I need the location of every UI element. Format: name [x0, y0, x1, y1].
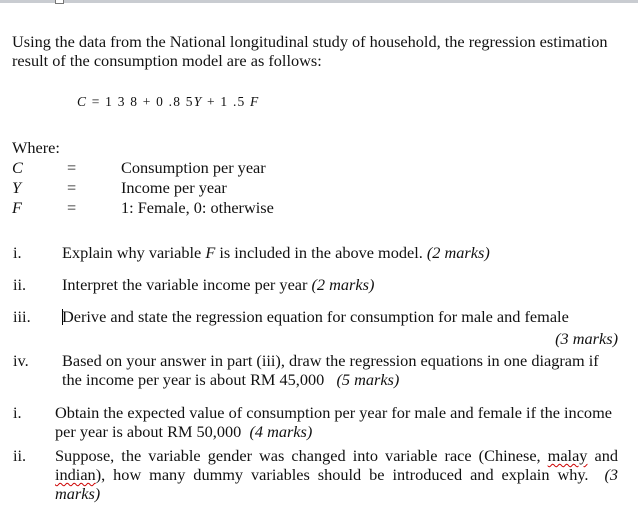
def-equals: =: [67, 158, 77, 177]
eq-plus: + 1 .5: [202, 94, 251, 109]
spellcheck-word: malay: [547, 446, 588, 465]
question-number: i.: [13, 403, 22, 422]
question-number: ii.: [13, 446, 27, 465]
marks: (2 marks): [426, 243, 490, 262]
text: Interpret the variable income per year: [62, 275, 312, 294]
def-equals: =: [67, 178, 77, 197]
spellcheck-word: indian: [55, 465, 96, 484]
def-text: Consumption per year: [121, 158, 266, 177]
def-symbol: Y: [12, 178, 22, 197]
text: Suppose, the variable gender was changed into variable race (Chinese,: [55, 446, 548, 465]
def-equals: =: [67, 198, 77, 217]
def-text: 1: Female, 0: otherwise: [121, 198, 274, 217]
text: and: [587, 446, 619, 465]
eq-f: F: [250, 94, 260, 109]
def-text: Income per year: [121, 178, 227, 197]
marks: (3 marks): [555, 329, 618, 348]
question-text: [62, 307, 618, 326]
intro-paragraph: Using the data from the National longitudinal study of household, the regression estimation result of the consumption model are as follows:: [12, 32, 608, 70]
marks: (4 marks): [249, 422, 313, 441]
question-text: [62, 275, 618, 294]
question-text: [55, 446, 618, 503]
question-number: ii.: [13, 275, 27, 294]
marks: (2 marks): [311, 275, 375, 294]
marks: (3 marks): [55, 465, 618, 503]
ruler-marker: [55, 0, 64, 4]
def-symbol: C: [12, 158, 23, 177]
text: Based on your answer in part (iii), draw the regression equations in one diagram if the income per year is about RM 45,000: [62, 351, 603, 389]
eq-lhs: C: [77, 94, 88, 109]
text: Obtain the expected value of consumption per year for male and female if the income per year is about RM 50,000: [55, 403, 617, 441]
question-number: i.: [13, 243, 22, 262]
eq-y: Y: [193, 94, 203, 109]
text: is included in the above model.: [215, 243, 427, 262]
variable: F: [205, 243, 216, 262]
regression-equation: [77, 94, 260, 110]
question-number: iii.: [13, 307, 31, 326]
question-number: iv.: [13, 351, 29, 370]
question-text: [62, 243, 618, 262]
window-top-border: [0, 0, 638, 3]
def-symbol: F: [12, 198, 22, 217]
eq-coefficients: = 1 3 8 + 0 .8 5: [87, 94, 194, 109]
text: Derive and state the regression equation for consumption for male and female: [62, 307, 569, 326]
where-label: Where:: [12, 138, 60, 157]
text: Explain why variable: [62, 243, 206, 262]
text: ), how many dummy variables should be introduced and explain why.: [95, 465, 605, 484]
question-text: [55, 403, 618, 441]
question-text: [62, 351, 618, 389]
marks: (5 marks): [336, 370, 400, 389]
